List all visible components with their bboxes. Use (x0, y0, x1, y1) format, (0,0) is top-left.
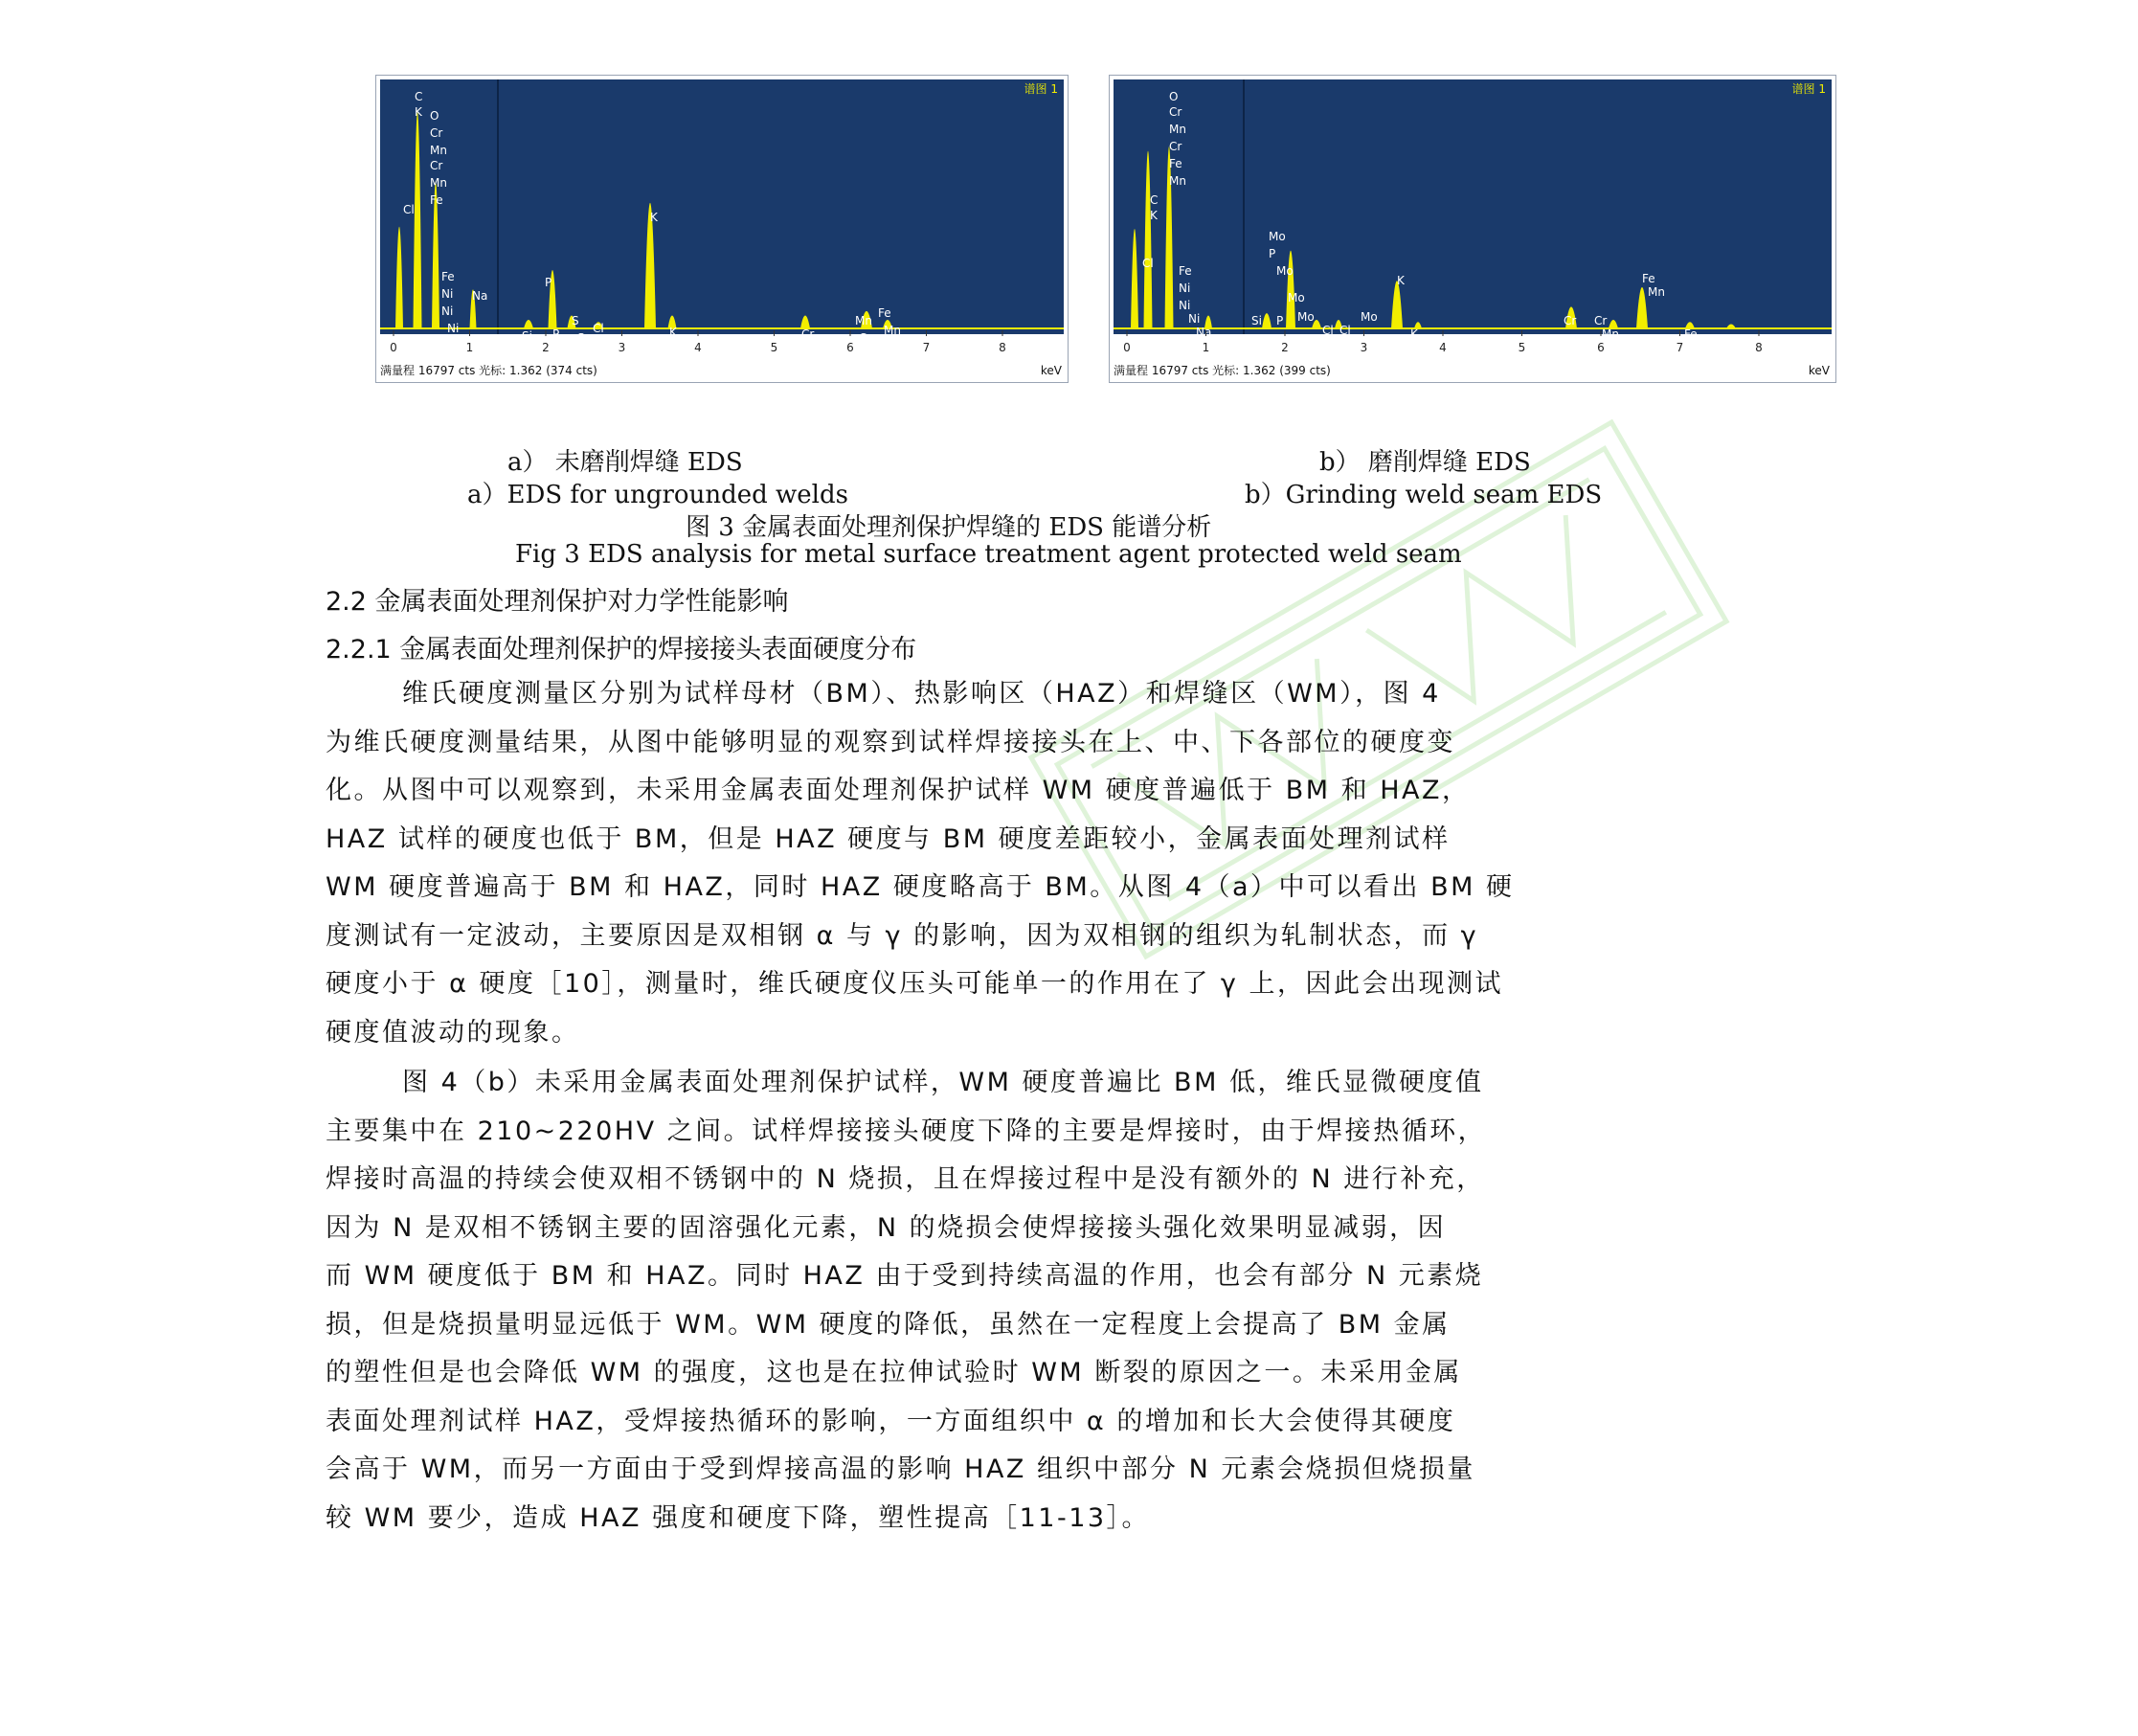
peak-label: O (430, 109, 439, 123)
peak-label: K (1410, 327, 1418, 341)
peak-label: Fe (935, 335, 949, 349)
peak-label: Ni (1029, 339, 1042, 352)
peak-label: Cl (1339, 324, 1351, 337)
peak-label: Cr (1564, 314, 1577, 327)
spectrum-footer: 满量程 16797 cts 光标: 1.362 (399 cts) (1114, 364, 1331, 377)
paragraph-2-line: 而 WM 硬度低于 BM 和 HAZ。同时 HAZ 由于受到持续高温的作用，也会有部分 N 元素烧 (326, 1261, 1484, 1291)
peak-label: Ni (1179, 282, 1191, 295)
peak-label: Ni (968, 337, 980, 350)
peak-label: P (1269, 247, 1276, 260)
peak-label: Mn (1648, 285, 1665, 299)
peak-label: Mn (430, 144, 447, 157)
peak-label: Ni (1778, 335, 1790, 349)
paragraph-1-line: 化。从图中可以观察到，未采用金属表面处理剂保护试样 WM 硬度普遍低于 BM 和 HAZ， (326, 776, 1471, 805)
spectrum-chart-b (1110, 76, 1835, 382)
x-tick-label: 4 (694, 341, 702, 354)
paragraph-1-line: 度测试有一定波动，主要原因是双相钢 α 与 γ 的影响，因为双相钢的组织为轧制状态，而 γ (326, 920, 1479, 951)
spectrum-label: 谱图 1 (1791, 82, 1826, 96)
peak-label: Ni (1722, 333, 1735, 347)
figure-title-cn: 图 3 金属表面处理剂保护焊缝的 EDS 能谱分析 (686, 513, 1212, 542)
section-heading-2-2: 2.2 金属表面处理剂保护对力学性能影响 (326, 587, 789, 617)
peak-label: Mo (1288, 291, 1305, 304)
peak-label: C (415, 90, 423, 103)
x-tick-label: 0 (390, 341, 397, 354)
peak-label: Cl (1142, 257, 1154, 270)
paragraph-2 (326, 1059, 1831, 1543)
x-tick-label: 8 (999, 341, 1006, 354)
spectrum-label: 谱图 1 (1024, 82, 1058, 96)
x-tick-label: 7 (1676, 341, 1684, 354)
peak-label: Fe (441, 270, 455, 283)
paragraph-2-line: 表面处理剂试样 HAZ，受焊接热循环的影响，一方面组织中 α 的增加和长大会使得其硬度 (326, 1406, 1456, 1436)
spectrum-panel-b (1109, 75, 1836, 383)
peak-label: Mo (1361, 310, 1378, 324)
peak-label: Si (1251, 314, 1262, 327)
x-tick-label: 1 (465, 341, 474, 354)
peak-label: Fe (1169, 157, 1182, 170)
peak-label: K (650, 211, 658, 224)
peak-label: Fe (1642, 272, 1655, 285)
peak-label: Na (472, 289, 488, 303)
peak-label: Cl (593, 322, 604, 335)
peak-label: P (552, 327, 560, 341)
x-tick-label: 2 (1281, 341, 1289, 354)
paragraph-2-line: 因为 N 是双相不锈钢主要的固溶强化元素，N 的烧损会使焊接接头强化效果明显减弱，因 (326, 1212, 1447, 1243)
paragraph-2-line: 损，但是烧损量明显远低于 WM。WM 硬度的降低，虽然在一定程度上会提高了 BM 金属 (326, 1309, 1451, 1340)
x-tick-label: 3 (618, 341, 626, 354)
x-tick-label: 5 (770, 341, 778, 354)
paragraph-2-line: 较 WM 要少，造成 HAZ 强度和硬度下降，塑性提高［11-13］。 (326, 1502, 1151, 1533)
peak-label: Si (522, 329, 532, 343)
spectrum-plot-area (1114, 79, 1832, 334)
caption-a-en: a）EDS for ungrounded welds (467, 481, 848, 509)
section-heading-2-2-1: 2.2.1 金属表面处理剂保护的焊接接头表面硬度分布 (326, 635, 917, 665)
peak-label: S (577, 331, 585, 345)
peak-label: Cl (1322, 324, 1334, 337)
x-tick-label: 5 (1518, 341, 1526, 354)
peak-label: Fe (1179, 264, 1192, 278)
peak-label: Mn (1169, 123, 1186, 136)
paragraph-1-line: HAZ 试样的硬度也低于 BM，但是 HAZ 硬度与 BM 硬度差距较小，金属表面处理剂试样 (326, 823, 1451, 854)
paragraph-1-line: 硬度小于 α 硬度［10］，测量时，维氏硬度仪压头可能单一的作用在了 γ 上，因此会出现测试 (326, 969, 1503, 999)
paragraph-1-line: 为维氏硬度测量结果，从图中能够明显的观察到试样焊接接头在上、中、下各部位的硬度变 (326, 727, 1455, 757)
caption-a-cn: a） 未磨削焊缝 EDS (507, 448, 743, 477)
peak-label: P (1276, 314, 1284, 327)
peak-label: K (669, 326, 677, 339)
caption-b-cn: b） 磨削焊缝 EDS (1319, 448, 1531, 477)
peak-label: Ni (1188, 312, 1201, 326)
peak-label: Cr (430, 126, 443, 140)
peak-label: Ni (447, 322, 460, 335)
peak-label: Cr (801, 327, 815, 341)
x-tick-label: 8 (1755, 341, 1763, 354)
peak-label: K (1150, 209, 1158, 222)
peak-label: Fe (430, 193, 443, 207)
peak-label: Ni (1179, 299, 1191, 312)
peak-label: Cl (602, 337, 614, 350)
peak-label: Cr (430, 159, 443, 172)
peak-label: Fe (1684, 327, 1698, 341)
x-tick-label: 0 (1123, 341, 1131, 354)
figure-title-en: Fig 3 EDS analysis for metal surface treatment agent protected weld seam (515, 540, 1462, 569)
x-tick-label: 2 (542, 341, 550, 354)
peak-label: Mn (884, 324, 901, 337)
peak-label: Cr (1169, 140, 1182, 153)
peak-label: Mn (430, 176, 447, 190)
peak-label: K (1397, 274, 1405, 287)
peak-label: Cr (1594, 314, 1608, 327)
peak-label: C (1150, 193, 1159, 207)
peak-label: Mo (1269, 230, 1286, 243)
spectrum-footer: 满量程 16797 cts 光标: 1.362 (374 cts) (380, 364, 597, 377)
paragraph-1-line: 维氏硬度测量区分别为试样母材（BM）、热影响区（HAZ）和焊缝区（WM），图 4 (402, 679, 1441, 709)
paragraph-1-line: WM 硬度普遍高于 BM 和 HAZ，同时 HAZ 硬度略高于 BM。从图 4（a）中可以看出 BM 硬 (326, 872, 1515, 902)
x-tick-label: 3 (1360, 341, 1368, 354)
peak-label: Mo (1276, 264, 1294, 278)
peak-label: Mo (1297, 310, 1315, 324)
spectrum-unit: keV (1808, 364, 1830, 377)
spectrum-unit: keV (1040, 364, 1062, 377)
peak-label: Ni (441, 287, 454, 301)
x-tick-label: 4 (1439, 341, 1447, 354)
peak-label: Fe (878, 306, 891, 320)
x-tick-label: 6 (1597, 341, 1605, 354)
paragraph-2-line: 图 4（b）未采用金属表面处理剂保护试样，WM 硬度普遍比 BM 低，维氏显微硬度值 (402, 1068, 1484, 1097)
paragraph-2-line: 会高于 WM，而另一方面由于受到焊接高温的影响 HAZ 组织中部分 N 元素会烧损但烧损量 (326, 1454, 1475, 1484)
peak-label: P (545, 276, 552, 289)
peak-label: Cr (1169, 105, 1182, 119)
paragraph-2-line: 主要集中在 210~220HV 之间。试样焊接接头硬度下降的主要是焊接时，由于焊接热循环， (326, 1116, 1487, 1146)
peak-label: Mn (1169, 174, 1186, 188)
spectrum-panel-a (375, 75, 1069, 383)
peak-label: K (415, 105, 422, 119)
x-tick-label: 1 (1202, 341, 1210, 354)
peak-label: O (1169, 90, 1179, 103)
paragraph-2-line: 焊接时高温的持续会使双相不锈钢中的 N 烧损，且在焊接过程中是没有额外的 N 进行补充， (326, 1164, 1485, 1194)
peak-label: Cr (859, 331, 872, 345)
paragraph-2-line: 的塑性但是也会降低 WM 的强度，这也是在拉伸试验时 WM 断裂的原因之一。未采用金属 (326, 1358, 1462, 1387)
peak-label: Mn (1602, 327, 1619, 341)
peak-label: Cl (403, 203, 415, 216)
peak-label: Ni (441, 304, 454, 318)
caption-b-en: b）Grinding weld seam EDS (1245, 481, 1603, 509)
x-tick-label: 7 (922, 341, 931, 354)
paragraph-1 (326, 670, 1831, 1057)
spectrum-chart-a (376, 76, 1068, 382)
peak-label: Na (1196, 326, 1212, 339)
peak-label: Mn (855, 314, 872, 327)
x-tick-label: 6 (846, 341, 854, 354)
peak-label: S (572, 314, 579, 327)
paragraph-1-line: 硬度值波动的现象。 (326, 1017, 580, 1048)
